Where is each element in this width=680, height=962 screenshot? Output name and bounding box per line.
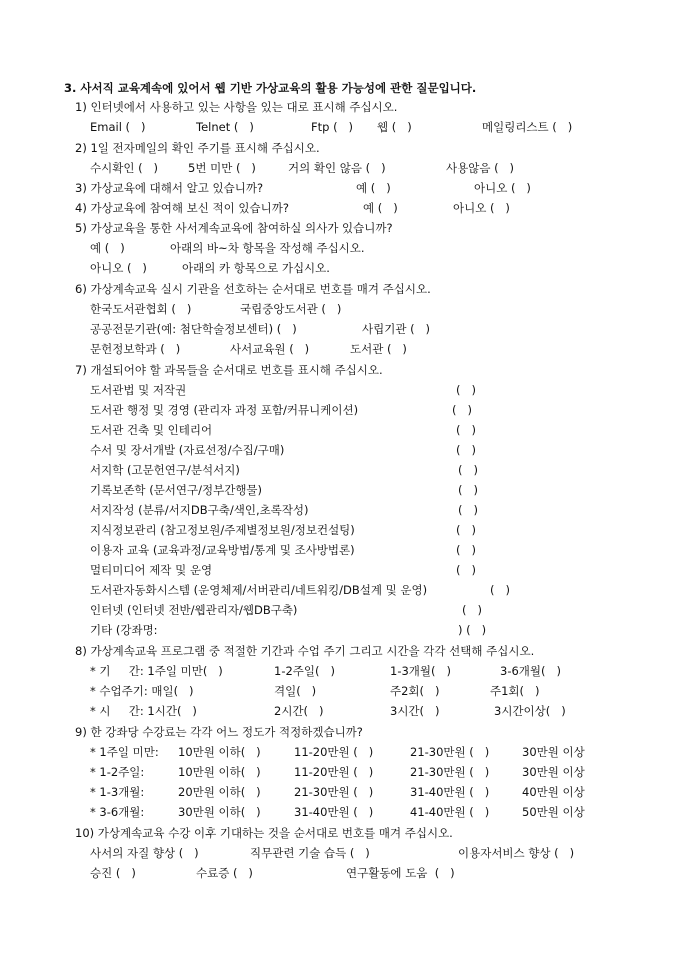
- q7-item-mark: ( ): [458, 483, 478, 497]
- q7-item: 기록보존학 (문서연구/정부간행물): [90, 483, 263, 497]
- q6-option-dept: 문헌정보학과 ( ): [90, 342, 181, 356]
- q7-item-mark: ) ( ): [458, 623, 487, 637]
- q9-cell: 50만원 이상: [522, 805, 585, 819]
- q9-row-label: * 3-6개월:: [90, 805, 145, 819]
- q2-option-rarely: 거의 확인 않음 ( ): [288, 161, 386, 175]
- question-3: 3) 가상교육에 대해서 알고 있습니까?: [75, 181, 264, 195]
- q7-item-mark: ( ): [456, 443, 476, 457]
- q7-item: 서지작성 (분류/서지DB구축/색인,초록작성): [90, 503, 309, 517]
- q9-cell: 10만원 이하( ): [178, 765, 261, 779]
- q7-item: 기타 (강좌명:: [90, 623, 158, 637]
- q6-option-training-center: 사서교육원 ( ): [230, 342, 310, 356]
- q10-option: 이용자서비스 향상 ( ): [458, 846, 575, 860]
- q8-cycle-row: * 수업주기: 매일( ): [90, 684, 194, 698]
- q7-item-mark: ( ): [456, 563, 476, 577]
- q9-cell: 21-30만원 ( ): [410, 745, 490, 759]
- q7-item: 수서 및 장서개발 (자료선정/수집/구매): [90, 443, 285, 457]
- q10-option: 사서의 자질 향상 ( ): [90, 846, 199, 860]
- q10-option: 연구활동에 도움 ( ): [346, 866, 455, 880]
- q7-item: 서지학 (고문헌연구/분석서지): [90, 463, 240, 477]
- q9-cell: 31-40만원 ( ): [294, 805, 374, 819]
- q9-cell: 30만원 이상: [522, 745, 585, 759]
- section-title: 3. 사서직 교육계속에 있어서 웹 기반 가상교육의 활용 가능성에 관한 질문입니다.: [64, 81, 477, 95]
- q1-telnet-option: Telnet ( ): [196, 120, 254, 134]
- q1-web-option: 웹 ( ): [377, 120, 412, 134]
- q5-yes-note: 아래의 바~차 항목을 작성해 주십시오.: [170, 241, 365, 255]
- q7-item: 도서관 건축 및 인테리어: [90, 423, 213, 437]
- question-1: 1) 인터넷에서 사용하고 있는 사항을 있는 대로 표시해 주십시오.: [75, 100, 398, 114]
- q1-mailinglist-option: 메일링리스트 ( ): [482, 120, 573, 134]
- q2-option-never: 사용않음 ( ): [446, 161, 515, 175]
- q9-cell: 31-40만원 ( ): [410, 785, 490, 799]
- q10-option: 직무관련 기술 습득 ( ): [250, 846, 370, 860]
- q8-option: 3시간이상( ): [494, 704, 566, 718]
- q4-no-option: 아니오 ( ): [453, 201, 510, 215]
- q7-item-mark: ( ): [456, 523, 476, 537]
- q8-option: 주2회( ): [390, 684, 440, 698]
- q9-cell: 11-20만원 ( ): [294, 765, 374, 779]
- q6-option-library: 도서관 ( ): [350, 342, 407, 356]
- q9-row-label: * 1주일 미만:: [90, 745, 159, 759]
- q8-time-row: * 시 간: 1시간( ): [90, 704, 197, 718]
- question-7: 7) 개설되어야 할 과목들을 순서대로 번호를 표시해 주십시오.: [75, 363, 383, 377]
- question-9: 9) 한 강좌당 수강료는 각각 어느 정도가 적정하겠습니까?: [75, 725, 363, 739]
- q10-option: 수료증 ( ): [196, 866, 253, 880]
- q7-item: 인터넷 (인터넷 전반/웹관리자/웹DB구축): [90, 603, 298, 617]
- q7-item-mark: ( ): [456, 543, 476, 557]
- q9-cell: 40만원 이상: [522, 785, 585, 799]
- q9-row-label: * 1-2주일:: [90, 765, 145, 779]
- q7-item-mark: ( ): [452, 403, 472, 417]
- q7-item-mark: ( ): [456, 383, 476, 397]
- q7-item: 도서관법 및 저작권: [90, 383, 187, 397]
- question-2: 2) 1일 전자메일의 확인 주기를 표시해 주십시오.: [75, 141, 320, 155]
- q2-option-anytime: 수시확인 ( ): [90, 161, 159, 175]
- q8-option: 격일( ): [274, 684, 317, 698]
- q7-item-mark: ( ): [456, 423, 476, 437]
- q2-option-under5: 5번 미만 ( ): [188, 161, 256, 175]
- q7-item: 지식정보관리 (참고정보원/주제별정보원/정보컨설팅): [90, 523, 355, 537]
- q7-item: 도서관자동화시스템 (운영체제/서버관리/네트워킹/DB설계 및 운영): [90, 583, 428, 597]
- q10-option: 승진 ( ): [90, 866, 136, 880]
- question-5: 5) 가상교육을 통한 사서계속교육에 참여하실 의사가 있습니까?: [75, 221, 393, 235]
- q1-email-option: Email ( ): [90, 120, 146, 134]
- q9-cell: 30만원 이상: [522, 765, 585, 779]
- question-6: 6) 가상계속교육 실시 기관을 선호하는 순서대로 번호를 매겨 주십시오.: [75, 282, 431, 296]
- q5-yes-option: 예 ( ): [90, 241, 125, 255]
- q4-yes-option: 예 ( ): [363, 201, 398, 215]
- q7-item: 멀티미디어 제작 및 운영: [90, 563, 213, 577]
- question-10: 10) 가상계속교육 수강 이후 기대하는 것을 순서대로 번호를 매겨 주십시오.: [75, 826, 453, 840]
- q7-item-mark: ( ): [458, 503, 478, 517]
- q3-yes-option: 예 ( ): [356, 181, 391, 195]
- q9-cell: 11-20만원 ( ): [294, 745, 374, 759]
- q3-no-option: 아니오 ( ): [474, 181, 531, 195]
- q9-cell: 20만원 이하( ): [178, 785, 261, 799]
- q1-ftp-option: Ftp ( ): [311, 120, 354, 134]
- q6-option-public-institute: 공공전문기관(예: 첨단학술정보센터) ( ): [90, 322, 297, 336]
- q9-cell: 30만원 이하( ): [178, 805, 261, 819]
- q9-cell: 41-40만원 ( ): [410, 805, 490, 819]
- question-8: 8) 가상계속교육 프로그램 중 적절한 기간과 수업 주기 그리고 시간을 각각 선택해 주십시오.: [75, 644, 535, 658]
- q8-option: 3-6개월( ): [500, 664, 561, 678]
- q6-option-national-library: 국립중앙도서관 ( ): [240, 302, 342, 316]
- q8-option: 1-2주일( ): [274, 664, 335, 678]
- q8-option: 1-3개월( ): [390, 664, 451, 678]
- question-4: 4) 가상교육에 참여해 보신 적이 있습니까?: [75, 201, 289, 215]
- q8-period-row: * 기 간: 1주일 미만( ): [90, 664, 223, 678]
- q7-item-mark: ( ): [490, 583, 510, 597]
- q8-option: 2시간( ): [274, 704, 324, 718]
- q7-item: 이용자 교육 (교육과정/교육방법/통계 및 조사방법론): [90, 543, 355, 557]
- q9-cell: 21-30만원 ( ): [294, 785, 374, 799]
- q5-no-option: 아니오 ( ): [90, 261, 147, 275]
- q9-cell: 21-30만원 ( ): [410, 765, 490, 779]
- q9-cell: 10만원 이하( ): [178, 745, 261, 759]
- q8-option: 3시간( ): [390, 704, 440, 718]
- q6-option-kla: 한국도서관협회 ( ): [90, 302, 192, 316]
- q8-option: 주1회( ): [490, 684, 540, 698]
- q7-item-mark: ( ): [462, 603, 482, 617]
- q9-row-label: * 1-3개월:: [90, 785, 145, 799]
- q7-item: 도서관 행정 및 경영 (관리자 과정 포함/커뮤니케이션): [90, 403, 359, 417]
- q6-option-private: 사립기관 ( ): [362, 322, 431, 336]
- q7-item-mark: ( ): [458, 463, 478, 477]
- q5-no-note: 아래의 카 항목으로 가십시오.: [182, 261, 330, 275]
